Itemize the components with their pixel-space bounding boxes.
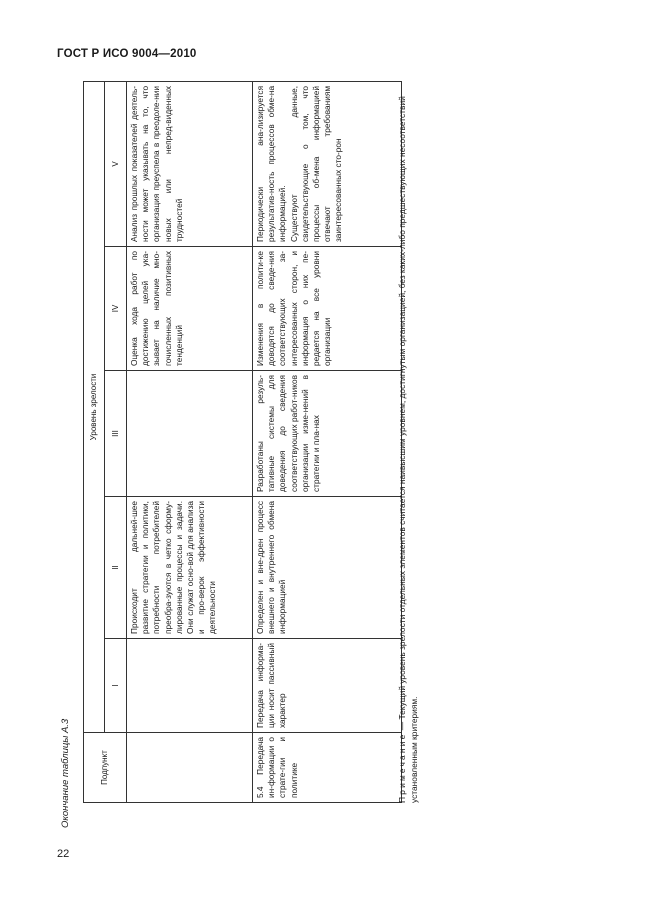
cell-level-3 — [127, 371, 253, 497]
header-level-3: III — [105, 371, 127, 497]
header-level-2: II — [105, 497, 127, 639]
cell-level-5 — [127, 81, 253, 246]
note-label: Примечание — [397, 732, 407, 803]
table-header-row — [84, 81, 105, 802]
cell-level-5 — [253, 81, 402, 246]
table-level-row — [105, 81, 127, 802]
cell-text: Периодически ана-лизируется результатив-ность процессов обме-на информацией. — [255, 85, 288, 242]
cell-level-4 — [253, 247, 402, 371]
cell-level-2 — [253, 497, 402, 639]
cell-text: Оценка хода работ по достижению целей ука-зывает на наличие мно-гочисленных позитивных тенденций — [129, 251, 184, 366]
maturity-table — [83, 81, 402, 803]
cell-level-1 — [253, 639, 402, 733]
cell-text: Определен и вне-дрен процесс внешнего и внутреннего обмена информацией — [255, 501, 288, 634]
table-row — [253, 81, 402, 802]
cell-level-2 — [127, 497, 253, 639]
cell-level-3 — [253, 371, 402, 497]
table-note — [396, 82, 420, 803]
cell-text: Разработаны резуль-тативные системы для доведения до сведения соответствующих работ-ников организации изме-нений в стратегии и пла-нах — [255, 375, 322, 492]
cell-level-1 — [127, 639, 253, 733]
header-maturity-level: Уровень зрелости — [84, 81, 105, 732]
table-row — [127, 81, 253, 802]
cell-level-4 — [127, 247, 253, 371]
rotated-table-block — [56, 82, 430, 828]
document-header: ГОСТ Р ИСО 9004—2010 — [57, 48, 197, 60]
cell-subclause — [253, 733, 402, 803]
cell-text: Происходит дальней-шее развитие стратегии и политики, потребности потребителей преобра-зуются в четко сформу-лированные процессы и задачи. Они служат осно-вой для анализа и про-верок эффективности деятельности — [129, 501, 218, 634]
header-level-4: IV — [105, 247, 127, 371]
page-number: 22 — [57, 848, 70, 860]
header-subclause: Подпункт — [84, 733, 127, 803]
cell-text: Передача информа-ции носит пассивный характер — [255, 643, 288, 728]
table-caption: Окончание таблицы А.3 — [60, 718, 71, 828]
cell-text: Анализ прошлых показателей деятель-ности может указывать на то, что организация преуспела в преодоле-нии новых или непред-виденных трудностей — [129, 85, 184, 242]
cell-text: Изменения в полити-ке доводятся до сведе-ния соответствующих за-интересованных сторон, и информация о них пе-редается на все уровни организации — [255, 251, 333, 366]
cell-text: 5.4 Передача ин-формации о страте-гии и политике — [255, 737, 299, 798]
cell-subclause — [127, 733, 253, 803]
header-level-1: I — [105, 639, 127, 733]
cell-text: Существуют данные, свидетельствующие о том, что процессы об-мена информацией отвечают требованиям заинтересованных сто-рон — [288, 85, 344, 242]
header-level-5: V — [105, 81, 127, 246]
note-text: — Текущий уровень зрелости отдельных элементов считается наивысшим уровнем, достигнутым организацией, без каких-либо предшествующих несоответствий установленным критериям. — [397, 96, 419, 803]
